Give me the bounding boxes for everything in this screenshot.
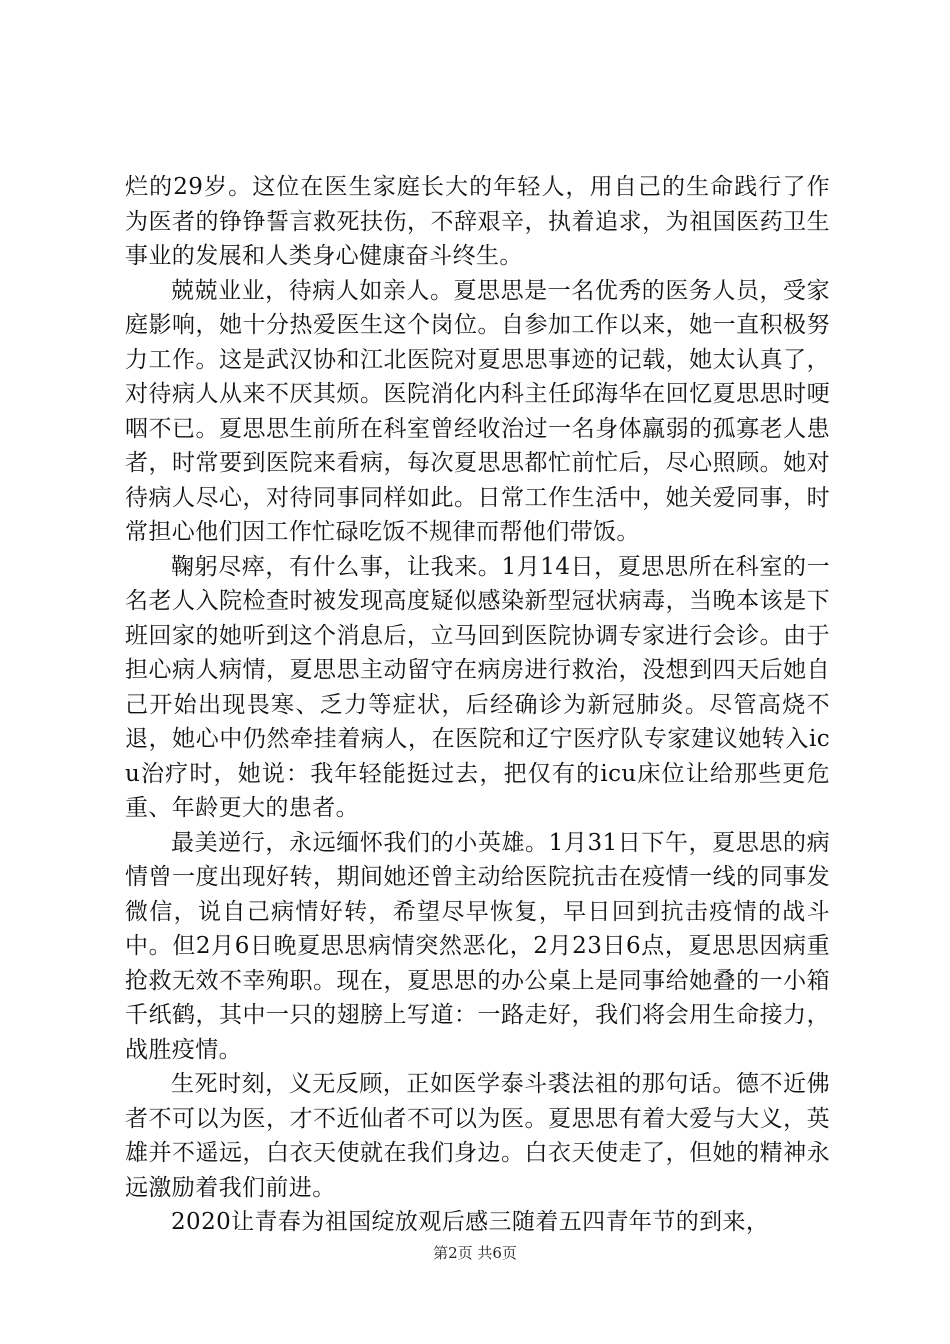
paragraph-dedication: 兢兢业业，待病人如亲人。夏思思是一名优秀的医务人员，受家庭影响，她十分热爱医生这个岗位。自参加工作以来，她一直积极努力工作。这是武汉协和江北医院对夏思思事迹的记载，她太认真了，对待病人从来不厌其烦。医院消化内科主任邱海华在回忆夏思思时哽咽不已。夏思思生前所在科室曾经收治过一名身体羸弱的孤寡老人患者，时常要到医院来看病，每次夏思思都忙前忙后，尽心照顾。她对待病人尽心，对待同事同样如此。日常工作生活中，她关爱同事，时常担心他们因工作忙碌吃饭不规律而帮他们带饭。 [125,277,830,545]
paragraph-devotion: 鞠躬尽瘁，有什么事，让我来。1月14日，夏思思所在科室的一名老人入院检查时被发现高度疑似感染新型冠状病毒，当晚本该是下班回家的她听到这个消息后，立马回到医院协调专家进行会诊。由于担心病人病情，夏思思主动留守在病房进行救治，没想到四天后她自己开始出现畏寒、乏力等症状，后经确诊为新冠肺炎。尽管高烧不退，她心中仍然牵挂着病人，在医院和辽宁医疗队专家建议她转入icu治疗时，她说：我年轻能挺过去，把仅有的icu床位让给那些更危重、年龄更大的患者。 [125,553,830,821]
paragraph-conclusion: 生死时刻，义无反顾，正如医学泰斗裘法祖的那句话。德不近佛者不可以为医，才不近仙者不可以为医。夏思思有着大爱与大义，英雄并不遥远，白衣天使就在我们身边。白衣天使走了，但她的精神永远激励着我们前进。 [125,1071,830,1201]
body-text [125,170,830,1240]
paragraph-remembrance: 最美逆行，永远缅怀我们的小英雄。1月31日下午，夏思思的病情曾一度出现好转，期间她还曾主动给医院抗击在疫情一线的同事发微信，说自己病情好转，希望尽早恢复，早日回到抗击疫情的战斗中。但2月6日晚夏思思病情突然恶化，2月23日6点，夏思思因病重抢救无效不幸殉职。现在，夏思思的办公桌上是同事给她叠的一小箱千纸鹤，其中一只的翅膀上写道：一路走好，我们将会用生命接力，战胜疫情。 [125,829,830,1063]
page-number-footer: 第2页 共6页 [433,1244,517,1262]
paragraph-next-essay: 2020让青春为祖国绽放观后感三随着五四青年节的到来， [171,1209,770,1235]
paragraph-continuation: 烂的29岁。这位在医生家庭长大的年轻人，用自己的生命践行了作为医者的铮铮誓言救死扶伤，不辞艰辛，执着追求，为祖国医药卫生事业的发展和人类身心健康奋斗终生。 [125,174,830,269]
